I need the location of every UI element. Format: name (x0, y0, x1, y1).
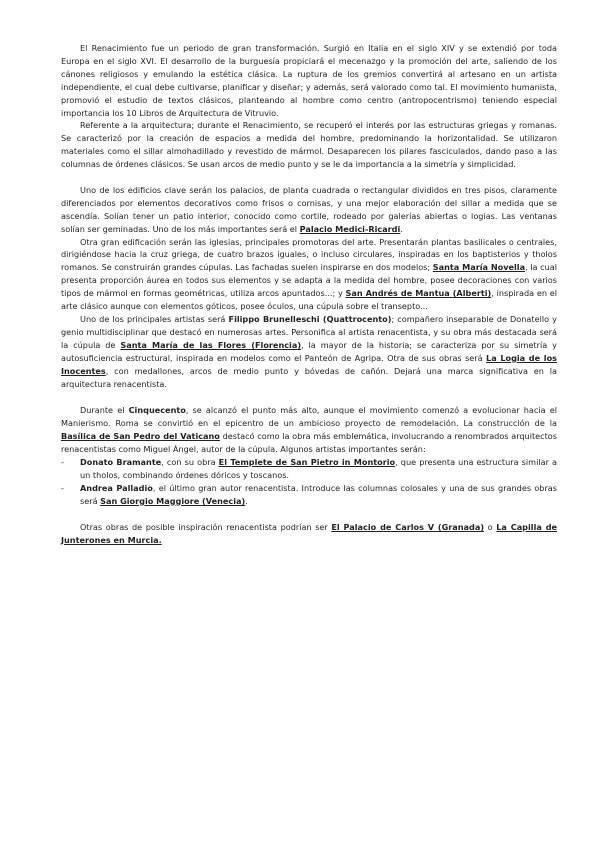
artist-palladio: Andrea Palladio (80, 482, 153, 493)
link-san-andres-de-mantua: San Andrés de Mantua (Alberti) (345, 288, 492, 299)
otras-obras-text-a: Otras obras de posible inspiración renacentista podrían ser (80, 521, 332, 532)
artist-list (61, 456, 557, 508)
list-item (61, 482, 557, 508)
link-capilla-junterones: La Capilla de Junterones en Murcia. (61, 521, 558, 545)
cinquecento-text-a: Durante el (80, 405, 129, 416)
palacios-text: Uno de los edificios clave serán los palacios, de planta cuadrada o rectangular divididos en tres pisos, claramente diferenciados por elementos decorativos como frisos o cornisas, y una mejor elaboración del sillar a medida que se ascendía. Solían tener un patio interior, conocido como cortile, rodeado por galerías abiertas o logias. Las ventanas solían ser geminadas. Uno de los más importantes será el (61, 184, 557, 234)
bullet-dash: - (61, 482, 64, 493)
link-santa-maria-de-las-flores: Santa María de las Flores (Florencia) (120, 339, 302, 350)
link-basilica-san-pedro: Basílica de San Pedro del Vaticano (61, 431, 220, 442)
cinquecento-text-b: , se alcanzó el punto más alto, aunque el movimiento comenzó a evolucionar hacia el Manierismo. Roma se convirtió en el epicentro de un ambicioso proyecto de remodelación. La construcción de la (61, 405, 558, 429)
palacios-end: . (400, 223, 403, 234)
artist-brunelleschi: Filippo Brunelleschi (Quattrocento) (228, 314, 392, 325)
iglesias-text-a: Otra gran edificación serán las iglesias, principales promotoras del arte. Presentarán plantas basilicales o centrales, dirigiéndose hacia la cruz griega, de cuatro brazos iguales, o incluso circulares, inspiradas en los baptisterios y tholos romanos. Se construirán grandes cúpulas. Las fachadas suelen inspirarse en dos modelos; (61, 236, 557, 273)
otras-obras-text-b: o (484, 521, 497, 532)
intro-paragraph-renacimiento: El Renacimiento fue un periodo de gran transformación. Surgió en Italia en el siglo XIV y se extendió por toda Europa en el siglo XVI. El desarrollo de la burguesía propiciará el mecenazgo y la promoción del arte, saliendo de los cánones religiosos y emulando la estética clásica. La ruptura de los gremios convertirá al artesano en un artista independiente, el cual debe cultivarse, planificar y diseñar; y además, será valorado como tal. El movimiento humanista, promovió el estudio de textos clásicos, planteando al hombre como centro (antropocentrismo) teniendo especial importancia los 10 Libros de Arquitectura de Vitruvio. (61, 43, 557, 118)
link-palacio-medici-ricardi: Palacio Medici-Ricardi (299, 223, 401, 234)
iglesias-text-b: , la cual presenta proporción áurea en todos sus elementos y se adapta a la medida del hombre, posee decoraciones con varios tipos de mármol en formas geométricas, utiliza arcos apuntados...; y (61, 262, 558, 299)
document-page (61, 42, 557, 546)
bramante-text-b: , que presenta una estructura similar a un tholos, combinando órdenes dóricos y toscanos. (80, 457, 558, 480)
bramante-text-a: , con su obra (161, 457, 219, 468)
link-santa-maria-novella: Santa María Novella (432, 262, 526, 273)
term-cinquecento: Cinquecento (128, 405, 186, 416)
brunelleschi-text-c: , la mayor de la historia; se caracteriza por su simetría y autosuficiencia estructural, inspirada en modelos como el Panteón de Agripa. Otra de sus obras será (61, 339, 557, 363)
artist-bramante: Donato Bramante (80, 457, 162, 468)
palladio-text-a: , el último gran autor renacentista. Introduce las columnas colosales y una de sus grandes obras será (80, 482, 557, 506)
paragraph-iglesias (61, 236, 557, 313)
paragraph-palacios (61, 184, 557, 236)
brunelleschi-text-b: ; compañero inseparable de Donatello y genio multidisciplinar que destacó en numerosas artes. Personifica al artista renacentista, y su obra más destacada será la cúpula de (61, 314, 557, 350)
paragraph-cinquecento (61, 404, 557, 456)
section-gap (61, 390, 557, 404)
paragraph-otras-obras (61, 521, 557, 547)
section-gap (61, 508, 557, 521)
intro-paragraph-arquitectura: Referente a la arquitectura; durante el Renacimiento, se recuperó el interés por las estructuras griegas y romanas. Se caracterizó por la creación de espacios a medida del hombre, predominando la horizontalidad. Se utilizaron materiales como el sillar almohadillado y revestido de mármol. Desaparecen los pilares fasciculados, dando paso a las columnas de órdenes clásicos. Se usan arcos de medio punto y se le da importancia a la simetría y simplicidad. (61, 120, 557, 170)
list-item (61, 456, 557, 482)
palladio-text-b: . (245, 495, 248, 506)
brunelleschi-text-a: Uno de los principales artistas será (80, 314, 229, 325)
cinquecento-text-c: destacó como la obra más emblemática, involucrando a renombrados arquitectos renacentistas como Miguel Ángel, autor de la cúpula. Algunos artistas importantes serán: (61, 431, 557, 455)
link-templete-san-pietro: El Templete de San Pietro in Montorio (218, 457, 396, 468)
brunelleschi-text-d: , con medallones, arcos de medio punto y bóvedas de cañón. Dejará una marca significativa en la arquitectura renacentista. (61, 365, 557, 389)
bullet-dash: - (61, 457, 64, 468)
iglesias-text-c: , inspirada en el arte clásico aunque con elementos góticos, posee óculos, una cúpula sobre el transepto... (61, 288, 557, 312)
section-gap (61, 171, 557, 184)
link-san-giorgio-maggiore: San Giorgio Maggiore (Venecia) (100, 495, 246, 506)
paragraph-brunelleschi (61, 313, 557, 390)
link-palacio-carlos-v: El Palacio de Carlos V (Granada) (331, 521, 485, 532)
link-logia-de-los-inocentes: La Logia de los Inocentes (61, 352, 557, 376)
